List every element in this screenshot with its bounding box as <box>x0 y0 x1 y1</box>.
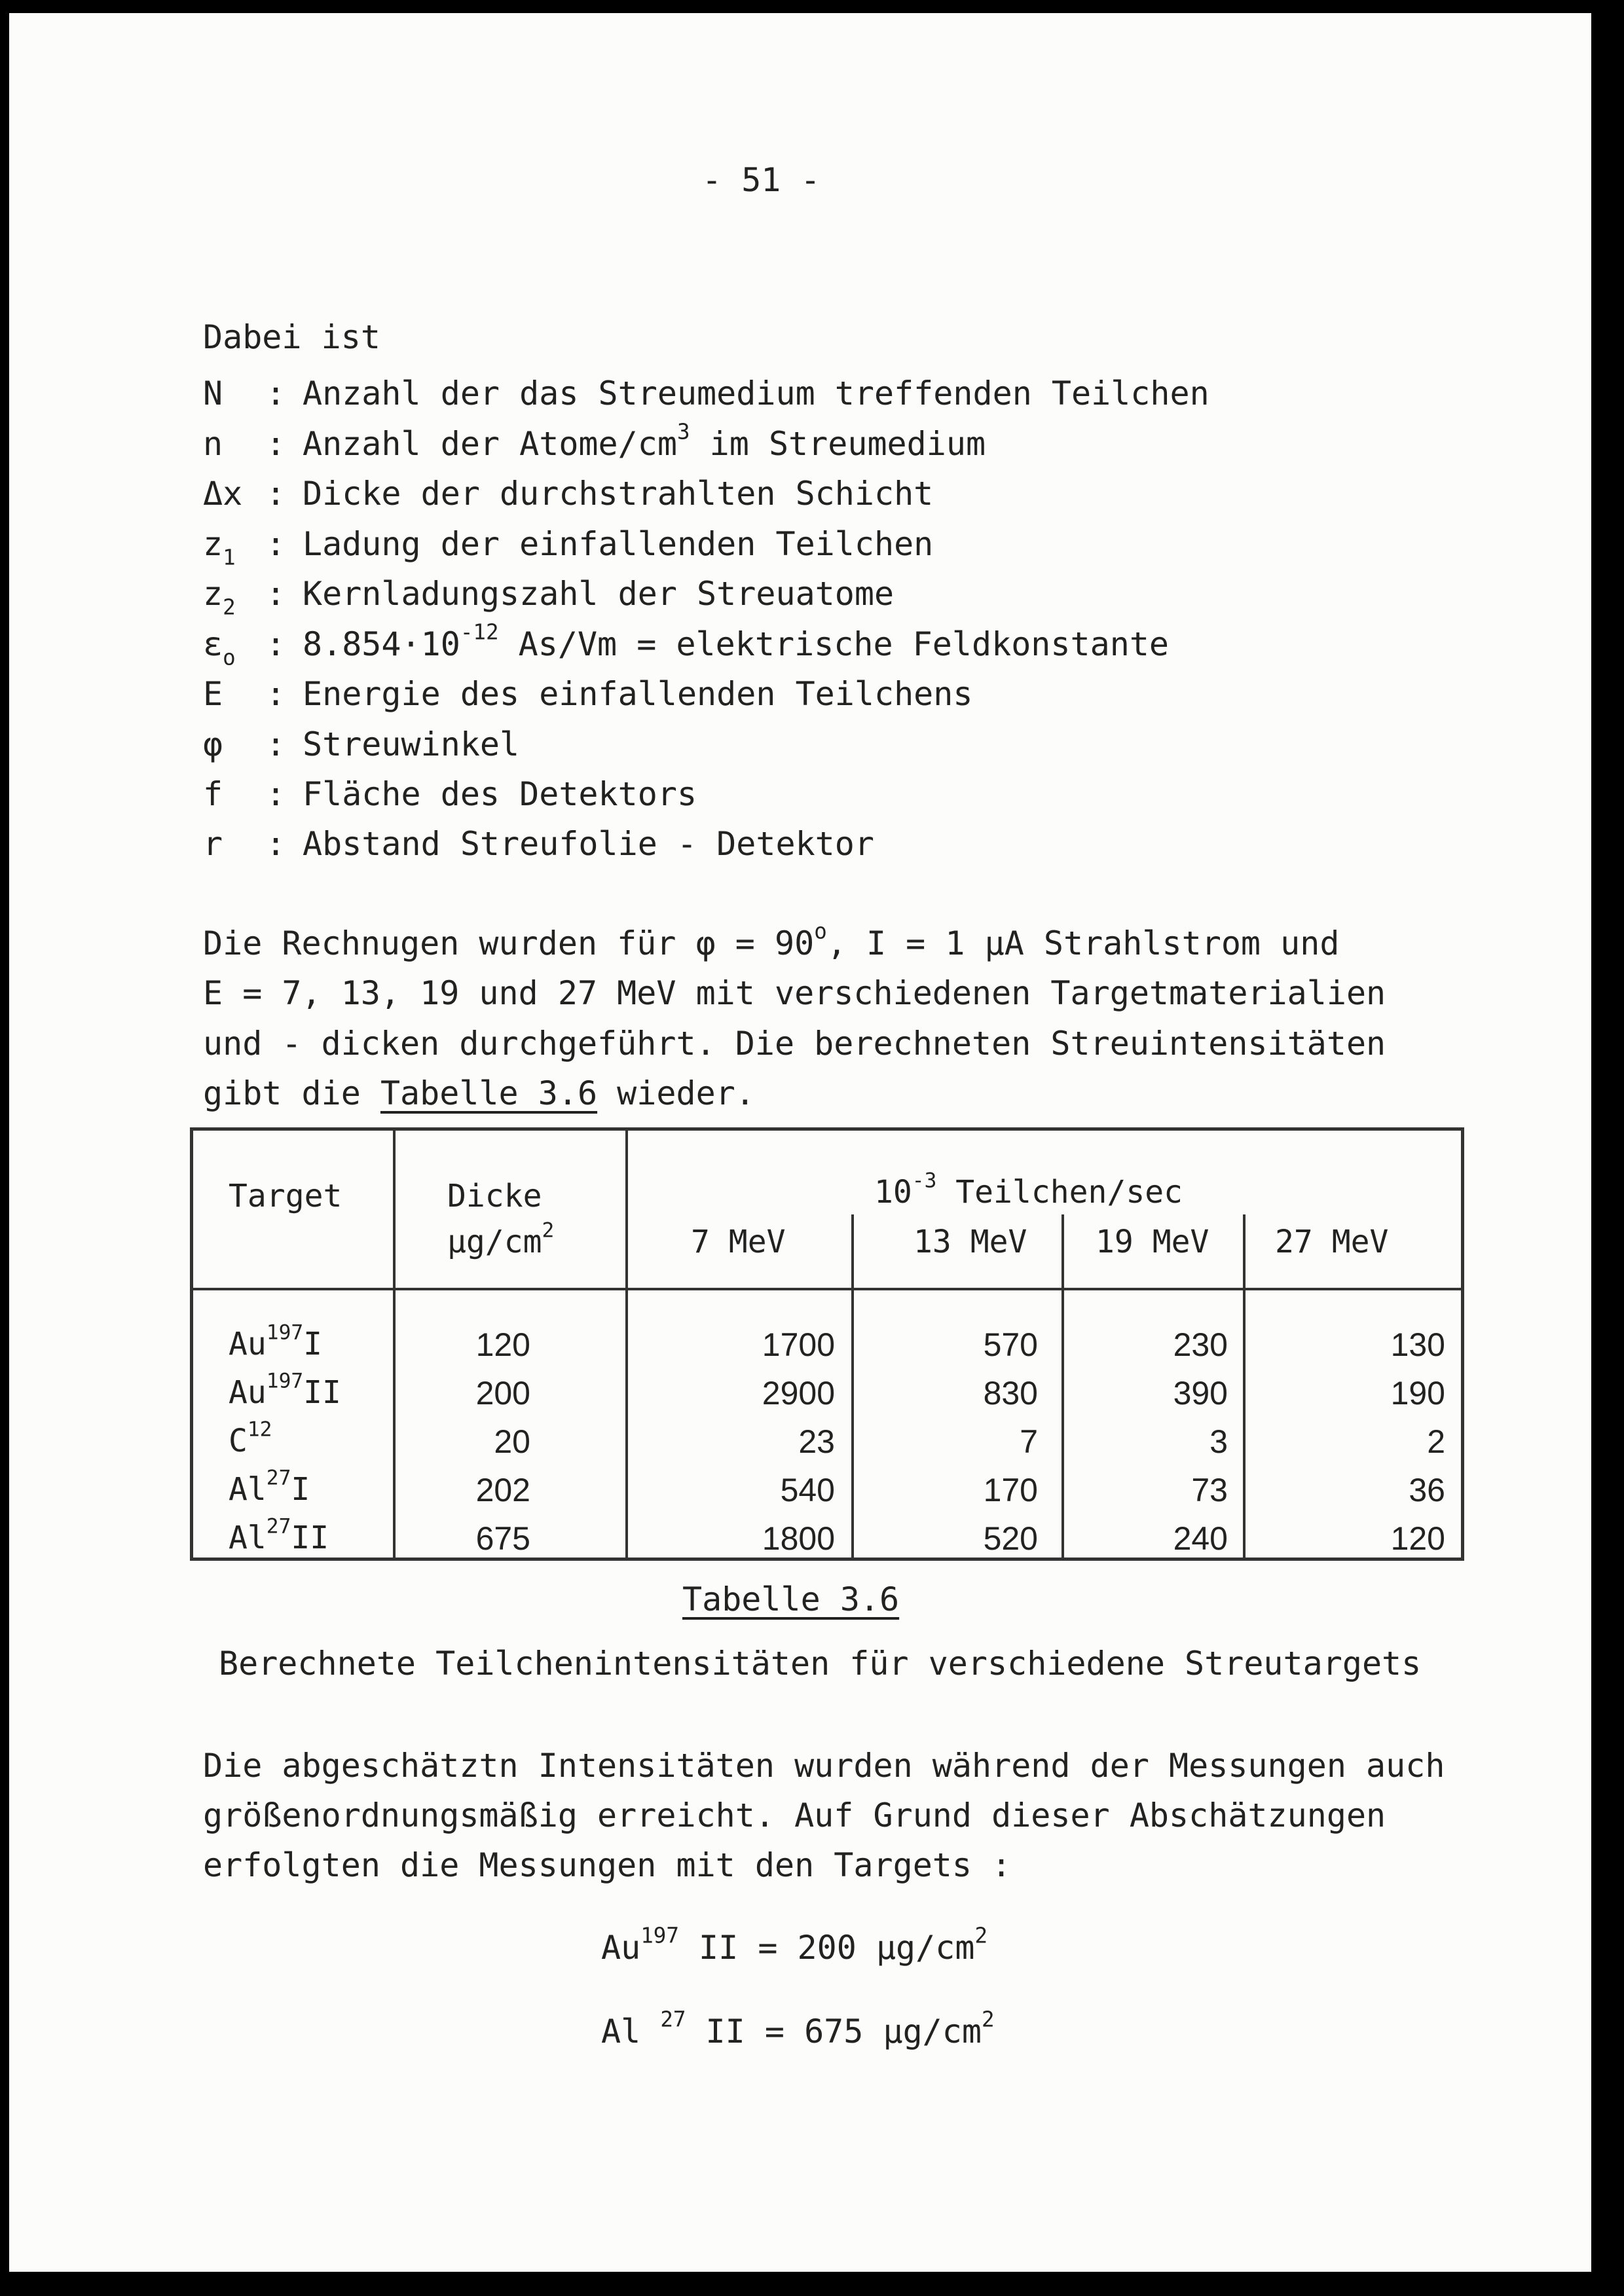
value-cell: 73 <box>1191 1472 1228 1508</box>
definition-text: $8.854\cdot 10^{-12}$ As/Vm = elektrische Feldkonstante <box>303 619 1170 663</box>
paragraph-line: größenordnungsmäßig erreicht. Auf Grund dieser Abschätzungen <box>203 1796 1386 1834</box>
definition-symbol: $z_2$ <box>203 575 236 620</box>
definition-colon: : <box>266 425 286 463</box>
definition-symbol: n <box>203 425 223 463</box>
definition-symbol: f <box>203 775 223 813</box>
definition-colon: : <box>266 575 286 613</box>
target-cell: Au$^{197}$I <box>229 1321 323 1362</box>
definition-symbol: E <box>203 675 223 713</box>
target-equation: Al $^{27}$ II = 675 $\mu g/cm^2$ <box>601 2007 995 2050</box>
table-column-rule <box>851 1214 854 1558</box>
definition-colon: : <box>266 775 286 813</box>
definition-symbol: N <box>203 374 223 412</box>
definition-text: Streuwinkel <box>303 725 520 763</box>
definition-text: Anzahl der Atome/$cm^3$ im Streumedium <box>303 419 986 463</box>
header-energy: 19 MeV <box>1096 1224 1209 1260</box>
value-cell: 240 <box>1173 1520 1228 1557</box>
intro-text: Dabei ist <box>203 318 380 356</box>
definition-text: Kernladungszahl der Streuatome <box>303 575 895 613</box>
table-header-rule <box>193 1288 1461 1290</box>
dicke-cell: 202 <box>475 1472 530 1508</box>
intensity-table <box>190 1127 1464 1561</box>
value-cell: 830 <box>983 1375 1038 1412</box>
table-label: Tabelle 3.6 <box>682 1580 900 1618</box>
definition-colon: : <box>266 825 286 863</box>
value-cell: 23 <box>798 1423 835 1460</box>
target-equation: Au$^{197}$ II = 200 $\mu g/cm^2$ <box>601 1923 988 1967</box>
value-cell: 36 <box>1409 1472 1445 1508</box>
definition-colon: : <box>266 725 286 763</box>
value-cell: 390 <box>1173 1375 1228 1412</box>
value-cell: 1700 <box>762 1326 835 1363</box>
value-cell: 7 <box>1020 1423 1038 1460</box>
dicke-cell: 200 <box>475 1375 530 1412</box>
header-energy: 27 MeV <box>1275 1224 1389 1260</box>
table-column-rule <box>1243 1214 1246 1558</box>
value-cell: 130 <box>1390 1326 1445 1363</box>
definition-text: Abstand Streufolie - Detektor <box>303 825 874 863</box>
table-column-rule <box>625 1131 628 1558</box>
value-cell: 120 <box>1390 1520 1445 1557</box>
header-dicke: Dicke <box>447 1178 542 1214</box>
header-target: Target <box>229 1178 342 1214</box>
paragraph-line: Die abgeschätztn Intensitäten wurden während der Messungen auch <box>203 1747 1445 1785</box>
definition-text: Dicke der durchstrahlten Schicht <box>303 475 934 513</box>
definition-symbol: r <box>203 825 223 863</box>
table-caption: Berechnete Teilchenintensitäten für verschiedene Streutargets <box>219 1645 1422 1683</box>
definition-text: Energie des einfallenden Teilchens <box>303 675 973 713</box>
value-cell: 170 <box>983 1472 1038 1508</box>
definition-symbol: $\varepsilon_o$ <box>203 625 236 670</box>
header-unit: $\mu g/cm^2$ <box>447 1218 555 1260</box>
definition-colon: : <box>266 675 286 713</box>
value-cell: 2900 <box>762 1375 835 1412</box>
dicke-cell: 20 <box>494 1423 530 1460</box>
value-cell: 2 <box>1427 1423 1445 1460</box>
definition-colon: : <box>266 475 286 513</box>
page-number: - 51 - <box>702 161 821 199</box>
document-page <box>9 13 1591 2272</box>
definition-symbol: $z_1$ <box>203 525 236 570</box>
paragraph-line: erfolgten die Messungen mit den Targets : <box>203 1846 1012 1884</box>
paragraph-line: und - dicken durchgeführt. Die berechneten Streuintensitäten <box>203 1025 1386 1063</box>
value-cell: 230 <box>1173 1326 1228 1363</box>
definition-text: Ladung der einfallenden Teilchen <box>303 525 934 563</box>
definition-colon: : <box>266 525 286 563</box>
target-cell: Au$^{197}$II <box>229 1369 341 1411</box>
value-cell: 1800 <box>762 1520 835 1557</box>
definition-text: Fläche des Detektors <box>303 775 697 813</box>
value-cell: 190 <box>1390 1375 1445 1412</box>
definition-colon: : <box>266 625 286 663</box>
value-cell: 540 <box>780 1472 835 1508</box>
header-energy: 13 MeV <box>913 1224 1027 1260</box>
table-reference: Tabelle 3.6 <box>380 1074 598 1112</box>
paragraph-line: Die Rechnugen wurden für $\varphi = 90^o$, I = 1 µA Strahlstrom und <box>203 919 1340 962</box>
table-column-rule <box>1061 1214 1064 1558</box>
definition-symbol: φ <box>203 725 223 763</box>
target-cell: Al$^{27}$II <box>229 1514 329 1556</box>
value-cell: 520 <box>983 1520 1038 1557</box>
table-column-rule <box>393 1131 396 1558</box>
paragraph-line: gibt die Tabelle 3.6 wieder. <box>203 1074 755 1112</box>
definition-symbol: Δx <box>203 475 243 513</box>
definition-text: Anzahl der das Streumedium treffenden Teilchen <box>303 374 1209 412</box>
value-cell: 3 <box>1209 1423 1228 1460</box>
paragraph-line: E = 7, 13, 19 und 27 MeV mit verschiedenen Targetmaterialien <box>203 974 1386 1012</box>
header-teilchen-per-sec: $10^{-3}$ Teilchen/sec <box>874 1169 1183 1211</box>
target-cell: Al$^{27}$I <box>229 1466 310 1508</box>
target-cell: $C^{12}$ <box>229 1417 272 1459</box>
definition-colon: : <box>266 374 286 412</box>
dicke-cell: 675 <box>475 1520 530 1557</box>
header-energy: 7 MeV <box>691 1224 786 1260</box>
value-cell: 570 <box>983 1326 1038 1363</box>
dicke-cell: 120 <box>475 1326 530 1363</box>
